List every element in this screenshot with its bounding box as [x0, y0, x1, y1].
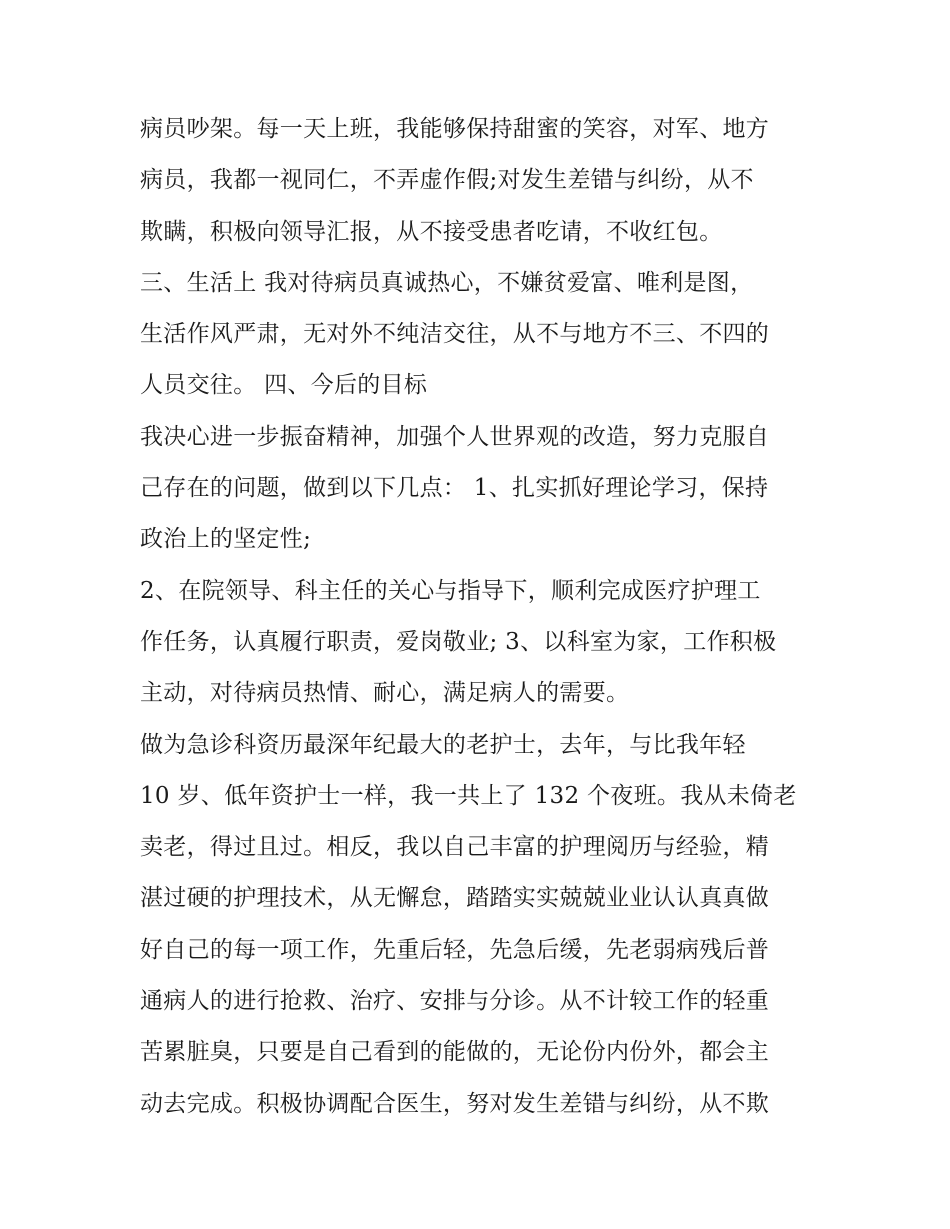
text-line-16: 湛过硬的护理技术，从无懈怠，踏踏实实兢兢业业认认真真做	[140, 885, 770, 912]
text-line-19: 苦累脏臭，只要是自己看到的能做的，无论份内份外，都会主	[140, 1039, 770, 1066]
text-line-15: 卖老，得过且过。相反，我以自己丰富的护理阅历与经验，精	[140, 834, 770, 861]
text-line-7: 我决心进一步振奋精神，加强个人世界观的改造，努力克服自	[140, 423, 770, 450]
text-line-17: 好自己的每一项工作，先重后轻，先急后缓，先老弱病残后普	[140, 936, 770, 963]
text-line-2: 病员，我都一视同仁，不弄虚作假;对发生差错与纠纷，从不	[140, 167, 754, 194]
text-line-3: 欺瞒，积极向领导汇报，从不接受患者吃请，不收红包。	[140, 218, 723, 245]
text-line-4: 三、生活上 我对待病员真诚热心，不嫌贫爱富、唯利是图，	[140, 269, 754, 296]
text-line-6: 人员交往。 四、今后的目标	[140, 372, 428, 399]
text-line-5: 生活作风严肃，无对外不纯洁交往，从不与地方不三、不四的	[140, 321, 770, 348]
text-line-13: 做为急诊科资历最深年纪最大的老护士，去年，与比我年轻	[140, 731, 746, 758]
text-line-18: 通病人的进行抢救、治疗、安排与分诊。从不计较工作的轻重	[140, 988, 770, 1015]
text-line-1: 病员吵架。每一天上班，我能够保持甜蜜的笑容，对军、地方	[140, 116, 770, 142]
body-text	[140, 104, 820, 1130]
text-line-20: 动去完成。积极协调配合医生，努对发生差错与纠纷，从不欺	[140, 1090, 770, 1117]
text-line-10: 2、在院领导、科主任的关心与指导下，顺利完成医疗护理工	[140, 577, 761, 604]
text-line-12: 主动，对待病员热情、耐心，满足病人的需要。	[140, 680, 630, 707]
text-line-14: 10 岁、低年资护士一样，我一共上了 132 个夜班。我从未倚老	[140, 782, 797, 809]
text-line-8: 己存在的问题，做到以下几点： 1、扎实抓好理论学习，保持	[140, 475, 769, 502]
text-line-11: 作任务，认真履行职责，爱岗敬业; 3、以科室为家，工作积极	[140, 628, 777, 655]
text-line-9: 政治上的坚定性;	[140, 526, 312, 553]
